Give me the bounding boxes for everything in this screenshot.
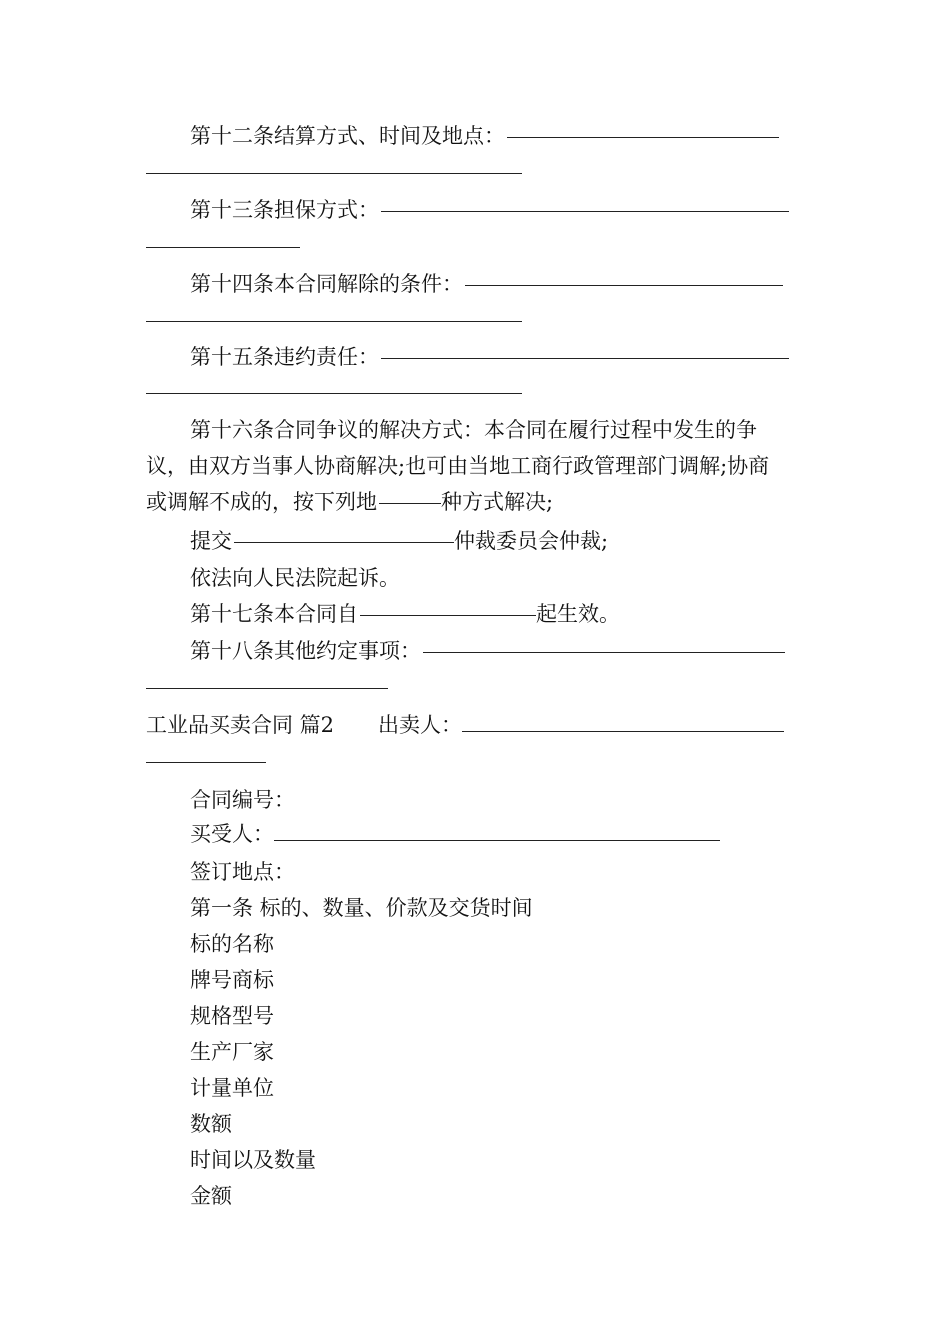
- item-label: 标的名称: [190, 932, 274, 956]
- item-label: 金额: [190, 1184, 232, 1208]
- option-text: 仲裁委员会仲裁;: [454, 529, 609, 553]
- fill-blank: [507, 137, 779, 138]
- list-item: [190, 1002, 806, 1030]
- item-label: 数额: [190, 1112, 232, 1136]
- clause-16-line-1: [190, 416, 806, 444]
- fill-blank: [146, 393, 522, 394]
- clause-13: [190, 196, 806, 224]
- clause-14-text: 第十四条本合同解除的条件：: [190, 272, 463, 296]
- list-item: [190, 1182, 806, 1210]
- fill-blank: [465, 285, 783, 286]
- clause-18: [190, 637, 806, 665]
- clause-13-continuation: [146, 232, 806, 260]
- buyer-blank: [274, 820, 720, 841]
- fill-blank: [146, 688, 388, 689]
- list-item: [190, 1038, 806, 1066]
- clause-17-text: 第十七条本合同自: [190, 602, 358, 626]
- clause-12: [190, 122, 806, 150]
- seller-label: 出卖人：: [378, 713, 463, 737]
- clause-13-text: 第十三条担保方式：: [190, 198, 379, 222]
- clause-15-continuation: [146, 378, 806, 406]
- clause-16-text: 或调解不成的，按下列地: [146, 490, 377, 514]
- item-label: 规格型号: [190, 1004, 274, 1028]
- seller-blank: [462, 711, 784, 732]
- clause-12-text: 第十二条结算方式、时间及地点：: [190, 124, 505, 148]
- fill-blank: [234, 542, 454, 543]
- clause-16-line-3: [146, 488, 806, 516]
- fill-blank: [360, 615, 536, 616]
- clause-18-text: 第十八条其他约定事项：: [190, 639, 421, 663]
- fill-blank: [379, 503, 441, 504]
- section-2-heading: 工业品买卖合同 篇2: [146, 713, 335, 737]
- option-arbitration: [190, 527, 806, 555]
- buyer-label: 买受人：: [190, 822, 274, 846]
- fill-blank: [146, 247, 300, 248]
- item-label: 牌号商标: [190, 968, 274, 992]
- clause-15: [190, 343, 806, 371]
- option-text: 依法向人民法院起诉。: [190, 566, 400, 590]
- option-text: 提交: [190, 529, 232, 553]
- seller-blank: [146, 742, 266, 763]
- clause-16-text: 议，由双方当事人协商解决;也可由当地工商行政管理部门调解;协商: [146, 454, 770, 478]
- contract-number-label: 合同编号：: [190, 788, 295, 812]
- article-1-title: 第一条 标的、数量、价款及交货时间: [190, 896, 533, 920]
- clause-18-continuation: [146, 673, 806, 701]
- clause-12-continuation: [146, 158, 806, 186]
- sign-place-row: [190, 858, 806, 886]
- section-2-heading-row: [146, 711, 806, 739]
- list-item: [190, 966, 806, 994]
- fill-blank: [146, 321, 522, 322]
- fill-blank: [381, 358, 789, 359]
- clause-17-text: 起生效。: [536, 602, 620, 626]
- clause-14: [190, 270, 806, 298]
- article-1-row: [190, 894, 806, 922]
- clause-16-text: 种方式解决;: [441, 490, 554, 514]
- contract-number-row: [190, 786, 806, 814]
- item-label: 计量单位: [190, 1076, 274, 1100]
- item-label: 时间以及数量: [190, 1148, 316, 1172]
- buyer-row: [190, 820, 806, 848]
- item-label: 生产厂家: [190, 1040, 274, 1064]
- fill-blank: [146, 173, 522, 174]
- clause-17: [190, 600, 806, 628]
- fill-blank: [423, 652, 785, 653]
- option-court: [190, 564, 806, 592]
- list-item: [190, 930, 806, 958]
- clause-16-line-2: [146, 452, 806, 480]
- list-item: [190, 1074, 806, 1102]
- list-item: [190, 1110, 806, 1138]
- clause-16-text: 第十六条合同争议的解决方式：本合同在履行过程中发生的争: [190, 418, 757, 442]
- sign-place-label: 签订地点：: [190, 860, 295, 884]
- fill-blank: [381, 211, 789, 212]
- clause-15-text: 第十五条违约责任：: [190, 345, 379, 369]
- list-item: [190, 1146, 806, 1174]
- clause-14-continuation: [146, 306, 806, 334]
- seller-blank-continuation: [146, 742, 806, 770]
